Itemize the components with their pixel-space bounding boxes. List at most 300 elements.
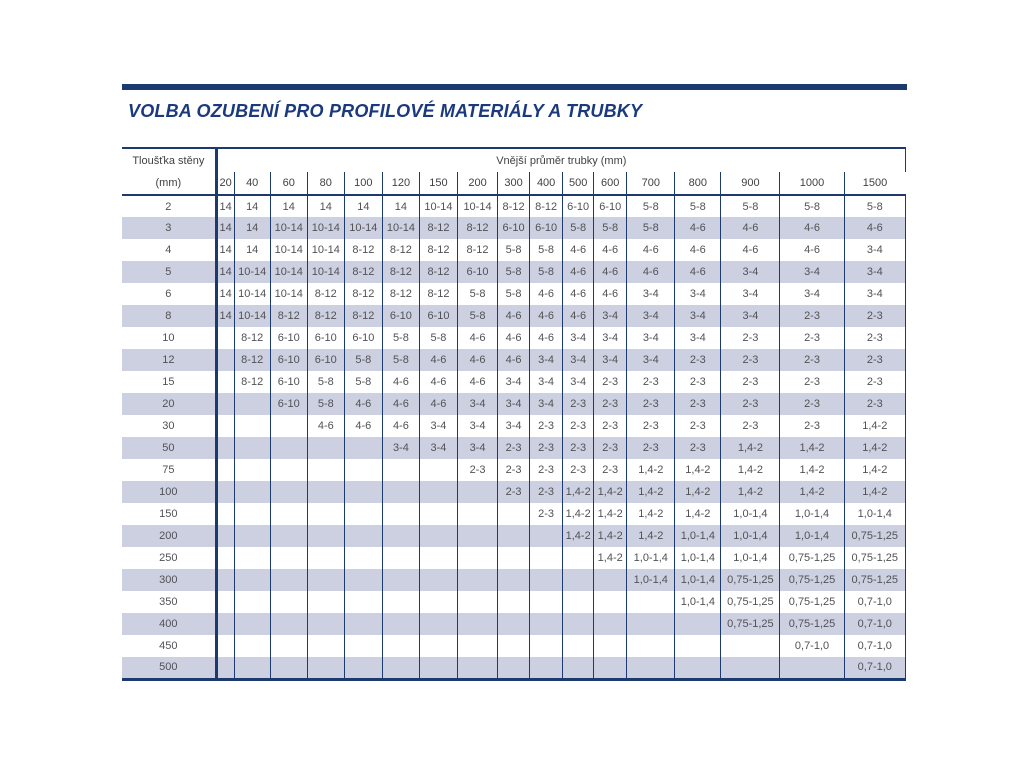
- cell: [721, 635, 780, 657]
- cell: 5-8: [498, 261, 530, 283]
- cell: 6-10: [270, 349, 307, 371]
- cell: 6-10: [270, 393, 307, 415]
- cell: 2-3: [721, 415, 780, 437]
- cell: 3-4: [419, 415, 457, 437]
- cell: 5-8: [627, 217, 675, 239]
- cell: 2-3: [563, 437, 594, 459]
- cell: 1,4-2: [627, 481, 675, 503]
- cell: 10-14: [307, 261, 344, 283]
- cell: 1,0-1,4: [675, 547, 721, 569]
- cell: 6-10: [563, 195, 594, 217]
- cell: [270, 503, 307, 525]
- row-label: 15: [122, 371, 216, 393]
- cell: [419, 481, 457, 503]
- cell: [457, 503, 497, 525]
- column-header-1500: 1500: [844, 172, 905, 195]
- cell: 2-3: [498, 481, 530, 503]
- cell: [498, 569, 530, 591]
- cell: 2-3: [530, 481, 563, 503]
- table-row-6: [122, 283, 906, 305]
- cell: 4-6: [627, 261, 675, 283]
- cell: [457, 525, 497, 547]
- cell: [344, 569, 382, 591]
- cell: 10-14: [307, 217, 344, 239]
- cell: 1,4-2: [627, 503, 675, 525]
- table-row-30: [122, 415, 906, 437]
- cell: [216, 437, 234, 459]
- cell: 1,0-1,4: [780, 503, 844, 525]
- cell: 2-3: [563, 415, 594, 437]
- cell: 3-4: [457, 437, 497, 459]
- cell: [382, 591, 419, 613]
- cell: [675, 657, 721, 679]
- cell: 2-3: [563, 459, 594, 481]
- table-row-3: [122, 217, 906, 239]
- cell: 4-6: [457, 371, 497, 393]
- row-label: 200: [122, 525, 216, 547]
- header-group-row: [122, 148, 906, 172]
- cell: 6-10: [270, 327, 307, 349]
- cell: [530, 635, 563, 657]
- cell: [307, 525, 344, 547]
- cell: 2-3: [563, 393, 594, 415]
- column-header-300: 300: [498, 172, 530, 195]
- column-header-80: 80: [307, 172, 344, 195]
- cell: 2-3: [530, 415, 563, 437]
- cell: [234, 437, 270, 459]
- cell: [675, 635, 721, 657]
- cell: [457, 613, 497, 635]
- cell: 3-4: [844, 239, 905, 261]
- cell: [530, 525, 563, 547]
- cell: [216, 525, 234, 547]
- cell: 1,4-2: [721, 481, 780, 503]
- cell: 3-4: [498, 371, 530, 393]
- column-header-row: [122, 172, 906, 195]
- row-label: 12: [122, 349, 216, 371]
- cell: [382, 525, 419, 547]
- cell: 2-3: [675, 349, 721, 371]
- cell: 4-6: [675, 261, 721, 283]
- cell: [419, 635, 457, 657]
- cell: 2-3: [780, 305, 844, 327]
- cell: 8-12: [457, 217, 497, 239]
- cell: 3-4: [627, 349, 675, 371]
- cell: 5-8: [307, 371, 344, 393]
- row-label: 250: [122, 547, 216, 569]
- cell: [234, 525, 270, 547]
- cell: 4-6: [530, 305, 563, 327]
- cell: 8-12: [382, 239, 419, 261]
- table-row-500: [122, 657, 906, 679]
- cell: [307, 613, 344, 635]
- row-label: 6: [122, 283, 216, 305]
- cell: 5-8: [419, 327, 457, 349]
- cell: [216, 481, 234, 503]
- cell: 1,4-2: [594, 481, 627, 503]
- cell: 1,4-2: [627, 459, 675, 481]
- cell: [216, 349, 234, 371]
- cell: 1,4-2: [675, 481, 721, 503]
- cell: 2-3: [844, 305, 905, 327]
- cell: 1,0-1,4: [780, 525, 844, 547]
- cell: [216, 415, 234, 437]
- cell: 14: [382, 195, 419, 217]
- table-row-50: [122, 437, 906, 459]
- cell: 0,7-1,0: [844, 635, 905, 657]
- cell: 1,4-2: [844, 459, 905, 481]
- cell: 1,4-2: [594, 503, 627, 525]
- row-label: 450: [122, 635, 216, 657]
- cell: 4-6: [419, 349, 457, 371]
- column-header-100: 100: [344, 172, 382, 195]
- cell: [216, 503, 234, 525]
- cell: 3-4: [530, 371, 563, 393]
- cell: 1,4-2: [594, 547, 627, 569]
- cell: [627, 657, 675, 679]
- cell: [675, 613, 721, 635]
- cell: [344, 481, 382, 503]
- cell: 6-10: [382, 305, 419, 327]
- row-header-unit: (mm): [122, 172, 216, 195]
- cell: [498, 547, 530, 569]
- cell: [307, 437, 344, 459]
- column-header-40: 40: [234, 172, 270, 195]
- cell: 5-8: [594, 217, 627, 239]
- cell: [563, 569, 594, 591]
- table-row-4: [122, 239, 906, 261]
- cell: 3-4: [594, 305, 627, 327]
- cell: 8-12: [419, 261, 457, 283]
- cell: 1,4-2: [675, 459, 721, 481]
- cell: [594, 657, 627, 679]
- table-row-100: [122, 481, 906, 503]
- cell: [780, 657, 844, 679]
- cell: 1,0-1,4: [844, 503, 905, 525]
- table-row-200: [122, 525, 906, 547]
- cell: [382, 481, 419, 503]
- cell: 3-4: [627, 283, 675, 305]
- cell: 2-3: [594, 393, 627, 415]
- cell: [234, 481, 270, 503]
- cell: [344, 459, 382, 481]
- cell: [307, 503, 344, 525]
- cell: 2-3: [780, 415, 844, 437]
- cell: 8-12: [234, 371, 270, 393]
- column-header-120: 120: [382, 172, 419, 195]
- cell: 4-6: [498, 327, 530, 349]
- cell: [419, 613, 457, 635]
- cell: 6-10: [419, 305, 457, 327]
- cell: [344, 591, 382, 613]
- cell: 4-6: [780, 239, 844, 261]
- cell: [498, 613, 530, 635]
- cell: 0,75-1,25: [780, 591, 844, 613]
- cell: 8-12: [498, 195, 530, 217]
- table-row-350: [122, 591, 906, 613]
- cell: 3-4: [563, 371, 594, 393]
- cell: 1,4-2: [627, 525, 675, 547]
- cell: [530, 591, 563, 613]
- cell: [270, 657, 307, 679]
- cell: 4-6: [382, 371, 419, 393]
- cell: 14: [234, 217, 270, 239]
- cell: 2-3: [675, 415, 721, 437]
- cell: 2-3: [721, 371, 780, 393]
- cell: 8-12: [234, 349, 270, 371]
- cell: 0,75-1,25: [780, 613, 844, 635]
- column-header-500: 500: [563, 172, 594, 195]
- cell: 2-3: [627, 371, 675, 393]
- cell: [216, 657, 234, 679]
- cell: 1,4-2: [780, 481, 844, 503]
- cell: 8-12: [307, 305, 344, 327]
- cell: 4-6: [563, 305, 594, 327]
- cell: 8-12: [344, 261, 382, 283]
- cell: 0,75-1,25: [844, 569, 905, 591]
- cell: [270, 635, 307, 657]
- table-row-15: [122, 371, 906, 393]
- cell: 4-6: [498, 349, 530, 371]
- cell: 0,75-1,25: [721, 569, 780, 591]
- column-header-150: 150: [419, 172, 457, 195]
- cell: 1,4-2: [844, 437, 905, 459]
- cell: 3-4: [530, 349, 563, 371]
- cell: 0,75-1,25: [721, 591, 780, 613]
- cell: 8-12: [382, 261, 419, 283]
- cell: 4-6: [844, 217, 905, 239]
- column-header-1000: 1000: [780, 172, 844, 195]
- cell: 4-6: [780, 217, 844, 239]
- cell: 6-10: [307, 327, 344, 349]
- cell: [457, 481, 497, 503]
- cell: 3-4: [530, 393, 563, 415]
- cell: [419, 569, 457, 591]
- cell: 2-3: [498, 437, 530, 459]
- cell: [419, 503, 457, 525]
- cell: 8-12: [419, 283, 457, 305]
- cell: 4-6: [344, 393, 382, 415]
- cell: [344, 635, 382, 657]
- cell: [563, 613, 594, 635]
- cell: 1,0-1,4: [721, 547, 780, 569]
- cell: 2-3: [844, 327, 905, 349]
- table-row-300: [122, 569, 906, 591]
- cell: 5-8: [530, 239, 563, 261]
- cell: 8-12: [344, 283, 382, 305]
- cell: 5-8: [382, 349, 419, 371]
- cell: 1,4-2: [563, 525, 594, 547]
- table-row-20: [122, 393, 906, 415]
- top-divider-bar: [122, 84, 907, 90]
- cell: 6-10: [498, 217, 530, 239]
- row-label: 500: [122, 657, 216, 679]
- column-group-title: Vnější průměr trubky (mm): [216, 148, 905, 172]
- cell: 5-8: [457, 305, 497, 327]
- cell: [498, 525, 530, 547]
- cell: 3-4: [844, 261, 905, 283]
- cell: 14: [216, 261, 234, 283]
- cell: [216, 569, 234, 591]
- cell: 2-3: [675, 393, 721, 415]
- cell: 4-6: [419, 393, 457, 415]
- cell: 4-6: [419, 371, 457, 393]
- cell: 3-4: [721, 283, 780, 305]
- cell: 5-8: [627, 195, 675, 217]
- table-row-450: [122, 635, 906, 657]
- cell: [627, 613, 675, 635]
- cell: [270, 459, 307, 481]
- cell: [234, 591, 270, 613]
- cell: 4-6: [563, 261, 594, 283]
- cell: [382, 635, 419, 657]
- cell: 3-4: [844, 283, 905, 305]
- cell: 2-3: [594, 437, 627, 459]
- cell: 0,7-1,0: [780, 635, 844, 657]
- cell: 1,0-1,4: [675, 525, 721, 547]
- cell: [234, 547, 270, 569]
- cell: 2-3: [780, 327, 844, 349]
- cell: 2-3: [780, 349, 844, 371]
- cell: [530, 657, 563, 679]
- cell: [216, 327, 234, 349]
- cell: 2-3: [627, 393, 675, 415]
- cell: 4-6: [457, 327, 497, 349]
- cell: 3-4: [675, 327, 721, 349]
- cell: 4-6: [563, 239, 594, 261]
- cell: [307, 591, 344, 613]
- cell: 14: [234, 239, 270, 261]
- cell: 8-12: [344, 239, 382, 261]
- cell: 0,7-1,0: [844, 657, 905, 679]
- table-row-2: [122, 195, 906, 217]
- cell: [234, 459, 270, 481]
- row-label: 4: [122, 239, 216, 261]
- cell: 4-6: [594, 239, 627, 261]
- cell: 2-3: [721, 393, 780, 415]
- cell: 10-14: [270, 239, 307, 261]
- cell: 8-12: [382, 283, 419, 305]
- cell: [234, 503, 270, 525]
- cell: 5-8: [498, 283, 530, 305]
- cell: 3-4: [457, 415, 497, 437]
- cell: [270, 481, 307, 503]
- table-row-250: [122, 547, 906, 569]
- cell: 0,75-1,25: [844, 547, 905, 569]
- cell: 10-14: [234, 261, 270, 283]
- row-label: 30: [122, 415, 216, 437]
- cell: 0,75-1,25: [780, 569, 844, 591]
- cell: 1,4-2: [721, 459, 780, 481]
- cell: 3-4: [594, 327, 627, 349]
- cell: 4-6: [721, 217, 780, 239]
- cell: [594, 591, 627, 613]
- cell: 8-12: [270, 305, 307, 327]
- column-header-60: 60: [270, 172, 307, 195]
- table-header: [122, 148, 906, 195]
- cell: 8-12: [307, 283, 344, 305]
- cell: [563, 635, 594, 657]
- cell: 3-4: [721, 305, 780, 327]
- cell: 3-4: [457, 393, 497, 415]
- cell: 4-6: [498, 305, 530, 327]
- row-label: 100: [122, 481, 216, 503]
- cell: 0,75-1,25: [721, 613, 780, 635]
- cell: [270, 437, 307, 459]
- cell: [457, 591, 497, 613]
- cell: [419, 591, 457, 613]
- cell: 14: [234, 195, 270, 217]
- cell: 6-10: [457, 261, 497, 283]
- cell: [307, 547, 344, 569]
- cell: [344, 613, 382, 635]
- cell: [344, 657, 382, 679]
- table-row-400: [122, 613, 906, 635]
- row-label: 8: [122, 305, 216, 327]
- cell: 2-3: [675, 371, 721, 393]
- cell: 5-8: [457, 283, 497, 305]
- cell: [498, 503, 530, 525]
- cell: 0,75-1,25: [844, 525, 905, 547]
- page-title: VOLBA OZUBENÍ PRO PROFILOVÉ MATERIÁLY A TRUBKY: [128, 101, 643, 121]
- cell: 10-14: [419, 195, 457, 217]
- cell: [216, 547, 234, 569]
- cell: [270, 547, 307, 569]
- cell: [344, 503, 382, 525]
- cell: 1,0-1,4: [627, 547, 675, 569]
- cell: 3-4: [563, 327, 594, 349]
- cell: 1,4-2: [721, 437, 780, 459]
- cell: 3-4: [627, 305, 675, 327]
- cell: [563, 657, 594, 679]
- cell: 4-6: [594, 261, 627, 283]
- cell: 2-3: [594, 415, 627, 437]
- cell: [234, 569, 270, 591]
- cell: 2-3: [530, 503, 563, 525]
- cell: 10-14: [270, 283, 307, 305]
- cell: 5-8: [675, 195, 721, 217]
- cell: 4-6: [382, 393, 419, 415]
- cell: [307, 657, 344, 679]
- cell: 10-14: [234, 305, 270, 327]
- cell: [344, 525, 382, 547]
- cell: 4-6: [675, 217, 721, 239]
- column-header-900: 900: [721, 172, 780, 195]
- cell: [344, 547, 382, 569]
- table-row-8: [122, 305, 906, 327]
- cell: [382, 547, 419, 569]
- cell: 2-3: [627, 415, 675, 437]
- cell: [498, 657, 530, 679]
- row-label: 3: [122, 217, 216, 239]
- row-label: 75: [122, 459, 216, 481]
- cell: [216, 591, 234, 613]
- column-header-200: 200: [457, 172, 497, 195]
- cell: 10-14: [307, 239, 344, 261]
- cell: 5-8: [780, 195, 844, 217]
- cell: 5-8: [530, 261, 563, 283]
- cell: 10-14: [344, 217, 382, 239]
- cell: 0,75-1,25: [780, 547, 844, 569]
- cell: 4-6: [457, 349, 497, 371]
- cell: 3-4: [721, 261, 780, 283]
- cell: [270, 613, 307, 635]
- cell: 10-14: [457, 195, 497, 217]
- cell: [216, 613, 234, 635]
- cell: [307, 569, 344, 591]
- cell: 1,4-2: [780, 437, 844, 459]
- column-header-600: 600: [594, 172, 627, 195]
